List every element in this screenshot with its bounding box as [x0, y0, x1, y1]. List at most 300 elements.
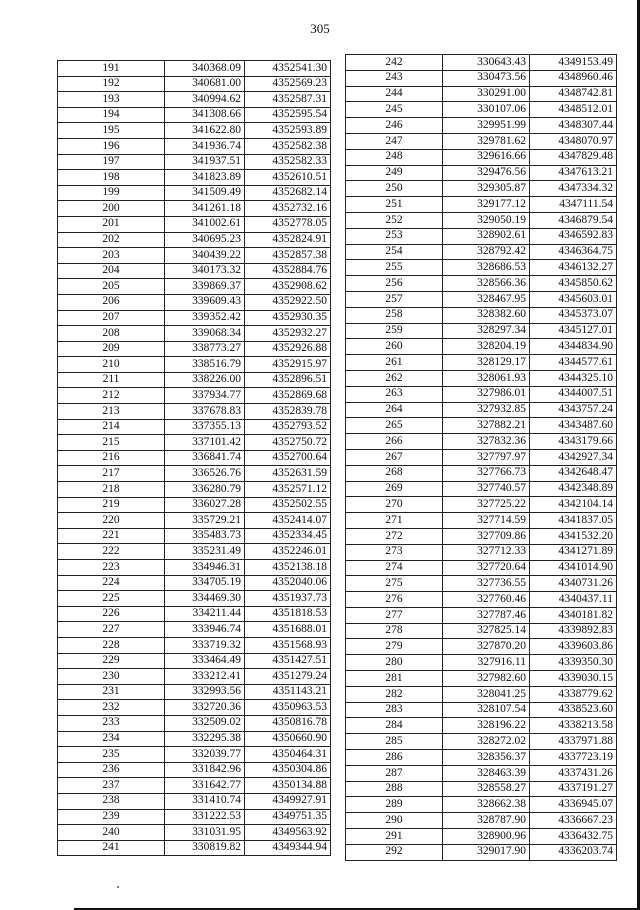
table-row [58, 92, 331, 108]
point-id-cell: 234 [58, 731, 165, 747]
y-coordinate-cell: 4337971.88 [530, 734, 617, 750]
y-coordinate-cell: 4350963.53 [245, 700, 331, 716]
coordinate-table-right [345, 54, 617, 861]
x-coordinate-cell: 335729.21 [165, 513, 245, 529]
x-coordinate-cell: 341308.66 [165, 107, 245, 123]
table-row [58, 637, 331, 653]
table-row [58, 809, 331, 825]
table-row [58, 762, 331, 778]
point-id-cell: 232 [58, 700, 165, 716]
point-id-cell: 284 [346, 718, 443, 734]
coordinate-table-left-body [58, 61, 331, 856]
table-row [346, 197, 617, 213]
point-id-cell: 195 [58, 123, 165, 139]
x-coordinate-cell: 334469.30 [165, 591, 245, 607]
x-coordinate-cell: 327787.46 [443, 607, 530, 623]
x-coordinate-cell: 327725.22 [443, 497, 530, 513]
y-coordinate-cell: 4352896.51 [245, 372, 331, 388]
table-row [58, 357, 331, 373]
table-row [346, 481, 617, 497]
table-row [58, 466, 331, 482]
table-row [58, 341, 331, 357]
point-id-cell: 276 [346, 592, 443, 608]
y-coordinate-cell: 4338213.58 [530, 718, 617, 734]
x-coordinate-cell: 341823.89 [165, 170, 245, 186]
table-row [346, 228, 617, 244]
point-id-cell: 290 [346, 813, 443, 829]
x-coordinate-cell: 340994.62 [165, 92, 245, 108]
x-coordinate-cell: 327712.33 [443, 544, 530, 560]
point-id-cell: 198 [58, 170, 165, 186]
y-coordinate-cell: 4348742.81 [530, 86, 617, 102]
y-coordinate-cell: 4341837.05 [530, 513, 617, 529]
x-coordinate-cell: 327720.64 [443, 560, 530, 576]
x-coordinate-cell: 333464.49 [165, 653, 245, 669]
y-coordinate-cell: 4343757.24 [530, 402, 617, 418]
point-id-cell: 222 [58, 544, 165, 560]
x-coordinate-cell: 337101.42 [165, 435, 245, 451]
y-coordinate-cell: 4347334.32 [530, 181, 617, 197]
point-id-cell: 233 [58, 715, 165, 731]
y-coordinate-cell: 4352932.27 [245, 326, 331, 342]
point-id-cell: 287 [346, 765, 443, 781]
point-id-cell: 246 [346, 118, 443, 134]
point-id-cell: 224 [58, 575, 165, 591]
x-coordinate-cell: 328297.34 [443, 323, 530, 339]
y-coordinate-cell: 4342927.34 [530, 449, 617, 465]
table-row [346, 765, 617, 781]
x-coordinate-cell: 330107.06 [443, 102, 530, 118]
y-coordinate-cell: 4352778.05 [245, 216, 331, 232]
x-coordinate-cell: 328204.19 [443, 339, 530, 355]
y-coordinate-cell: 4348512.01 [530, 102, 617, 118]
table-row [346, 102, 617, 118]
y-coordinate-cell: 4339030.15 [530, 671, 617, 687]
x-coordinate-cell: 328061.93 [443, 370, 530, 386]
y-coordinate-cell: 4340181.82 [530, 607, 617, 623]
y-coordinate-cell: 4352682.14 [245, 185, 331, 201]
point-id-cell: 281 [346, 671, 443, 687]
x-coordinate-cell: 334705.19 [165, 575, 245, 591]
x-coordinate-cell: 339609.43 [165, 294, 245, 310]
y-coordinate-cell: 4346132.27 [530, 260, 617, 276]
y-coordinate-cell: 4342648.47 [530, 465, 617, 481]
y-coordinate-cell: 4351427.51 [245, 653, 331, 669]
table-row [346, 607, 617, 623]
x-coordinate-cell: 332720.36 [165, 700, 245, 716]
point-id-cell: 253 [346, 228, 443, 244]
y-coordinate-cell: 4352869.68 [245, 388, 331, 404]
point-id-cell: 273 [346, 544, 443, 560]
x-coordinate-cell: 337678.83 [165, 404, 245, 420]
point-id-cell: 199 [58, 185, 165, 201]
x-coordinate-cell: 331031.95 [165, 825, 245, 841]
table-row [346, 355, 617, 371]
x-coordinate-cell: 329951.99 [443, 118, 530, 134]
x-coordinate-cell: 328196.22 [443, 718, 530, 734]
x-coordinate-cell: 332295.38 [165, 731, 245, 747]
x-coordinate-cell: 328356.37 [443, 750, 530, 766]
point-id-cell: 292 [346, 844, 443, 860]
point-id-cell: 251 [346, 197, 443, 213]
y-coordinate-cell: 4350134.88 [245, 778, 331, 794]
y-coordinate-cell: 4348070.97 [530, 133, 617, 149]
y-coordinate-cell: 4352414.07 [245, 513, 331, 529]
point-id-cell: 236 [58, 762, 165, 778]
x-coordinate-cell: 329017.90 [443, 844, 530, 860]
x-coordinate-cell: 336027.28 [165, 497, 245, 513]
table-row [58, 528, 331, 544]
x-coordinate-cell: 330291.00 [443, 86, 530, 102]
table-row [58, 606, 331, 622]
table-row [346, 671, 617, 687]
x-coordinate-cell: 331410.74 [165, 793, 245, 809]
y-coordinate-cell: 4339892.83 [530, 623, 617, 639]
point-id-cell: 217 [58, 466, 165, 482]
y-coordinate-cell: 4352595.54 [245, 107, 331, 123]
x-coordinate-cell: 332509.02 [165, 715, 245, 731]
point-id-cell: 264 [346, 402, 443, 418]
point-id-cell: 285 [346, 734, 443, 750]
point-id-cell: 229 [58, 653, 165, 669]
table-row [58, 76, 331, 92]
x-coordinate-cell: 328792.42 [443, 244, 530, 260]
page-number: 305 [310, 21, 330, 36]
point-id-cell: 266 [346, 434, 443, 450]
y-coordinate-cell: 4349563.92 [245, 825, 331, 841]
y-coordinate-cell: 4341271.89 [530, 544, 617, 560]
table-row [346, 655, 617, 671]
table-row [58, 201, 331, 217]
x-coordinate-cell: 341936.74 [165, 138, 245, 154]
y-coordinate-cell: 4352571.12 [245, 482, 331, 498]
point-id-cell: 204 [58, 263, 165, 279]
y-coordinate-cell: 4344325.10 [530, 370, 617, 386]
x-coordinate-cell: 328382.60 [443, 307, 530, 323]
y-coordinate-cell: 4352569.23 [245, 76, 331, 92]
y-coordinate-cell: 4336945.07 [530, 797, 617, 813]
x-coordinate-cell: 329177.12 [443, 197, 530, 213]
y-coordinate-cell: 4352732.16 [245, 201, 331, 217]
y-coordinate-cell: 4351143.21 [245, 684, 331, 700]
x-coordinate-cell: 333719.32 [165, 637, 245, 653]
x-coordinate-cell: 341622.80 [165, 123, 245, 139]
table-row [346, 323, 617, 339]
coordinate-table-right-body [346, 55, 617, 861]
x-coordinate-cell: 341261.18 [165, 201, 245, 217]
table-row [346, 576, 617, 592]
y-coordinate-cell: 4352908.62 [245, 279, 331, 295]
y-coordinate-cell: 4352593.89 [245, 123, 331, 139]
point-id-cell: 201 [58, 216, 165, 232]
point-id-cell: 263 [346, 386, 443, 402]
x-coordinate-cell: 327714.59 [443, 513, 530, 529]
point-id-cell: 231 [58, 684, 165, 700]
x-coordinate-cell: 329616.66 [443, 149, 530, 165]
table-row [58, 669, 331, 685]
y-coordinate-cell: 4352922.50 [245, 294, 331, 310]
point-id-cell: 193 [58, 92, 165, 108]
x-coordinate-cell: 328566.36 [443, 276, 530, 292]
y-coordinate-cell: 4349153.49 [530, 55, 617, 71]
x-coordinate-cell: 336841.74 [165, 450, 245, 466]
table-row [58, 154, 331, 170]
y-coordinate-cell: 4341532.20 [530, 528, 617, 544]
scan-speck [117, 886, 119, 888]
y-coordinate-cell: 4346364.75 [530, 244, 617, 260]
table-row [58, 310, 331, 326]
table-row [58, 825, 331, 841]
y-coordinate-cell: 4350304.86 [245, 762, 331, 778]
point-id-cell: 225 [58, 591, 165, 607]
table-row [346, 513, 617, 529]
x-coordinate-cell: 328467.95 [443, 291, 530, 307]
point-id-cell: 250 [346, 181, 443, 197]
y-coordinate-cell: 4352541.30 [245, 61, 331, 77]
point-id-cell: 240 [58, 825, 165, 841]
y-coordinate-cell: 4347111.54 [530, 197, 617, 213]
y-coordinate-cell: 4352334.45 [245, 528, 331, 544]
x-coordinate-cell: 333212.41 [165, 669, 245, 685]
x-coordinate-cell: 341509.49 [165, 185, 245, 201]
y-coordinate-cell: 4340731.26 [530, 576, 617, 592]
point-id-cell: 262 [346, 370, 443, 386]
x-coordinate-cell: 335231.49 [165, 544, 245, 560]
point-id-cell: 221 [58, 528, 165, 544]
y-coordinate-cell: 4339350.30 [530, 655, 617, 671]
table-row [346, 592, 617, 608]
table-row [346, 212, 617, 228]
point-id-cell: 237 [58, 778, 165, 794]
x-coordinate-cell: 332993.56 [165, 684, 245, 700]
y-coordinate-cell: 4343179.66 [530, 434, 617, 450]
y-coordinate-cell: 4352246.01 [245, 544, 331, 560]
table-row [58, 793, 331, 809]
point-id-cell: 289 [346, 797, 443, 813]
point-id-cell: 242 [346, 55, 443, 71]
table-row [346, 402, 617, 418]
x-coordinate-cell: 340681.00 [165, 76, 245, 92]
point-id-cell: 291 [346, 829, 443, 845]
point-id-cell: 269 [346, 481, 443, 497]
x-coordinate-cell: 340368.09 [165, 61, 245, 77]
point-id-cell: 200 [58, 201, 165, 217]
point-id-cell: 212 [58, 388, 165, 404]
y-coordinate-cell: 4352631.59 [245, 466, 331, 482]
x-coordinate-cell: 327797.97 [443, 449, 530, 465]
x-coordinate-cell: 328041.25 [443, 686, 530, 702]
y-coordinate-cell: 4352926.88 [245, 341, 331, 357]
point-id-cell: 230 [58, 669, 165, 685]
point-id-cell: 256 [346, 276, 443, 292]
y-coordinate-cell: 4350464.31 [245, 747, 331, 763]
table-row [346, 418, 617, 434]
table-row [346, 165, 617, 181]
point-id-cell: 260 [346, 339, 443, 355]
x-coordinate-cell: 328463.39 [443, 765, 530, 781]
y-coordinate-cell: 4351568.93 [245, 637, 331, 653]
y-coordinate-cell: 4337723.19 [530, 750, 617, 766]
table-row [58, 700, 331, 716]
point-id-cell: 268 [346, 465, 443, 481]
y-coordinate-cell: 4345127.01 [530, 323, 617, 339]
x-coordinate-cell: 327709.86 [443, 528, 530, 544]
x-coordinate-cell: 331842.96 [165, 762, 245, 778]
x-coordinate-cell: 339869.37 [165, 279, 245, 295]
point-id-cell: 261 [346, 355, 443, 371]
y-coordinate-cell: 4352839.78 [245, 404, 331, 420]
y-coordinate-cell: 4350660.90 [245, 731, 331, 747]
point-id-cell: 227 [58, 622, 165, 638]
point-id-cell: 210 [58, 357, 165, 373]
table-row [346, 465, 617, 481]
table-row [346, 133, 617, 149]
y-coordinate-cell: 4348960.46 [530, 70, 617, 86]
y-coordinate-cell: 4351688.01 [245, 622, 331, 638]
point-id-cell: 286 [346, 750, 443, 766]
table-row [346, 497, 617, 513]
y-coordinate-cell: 4349344.94 [245, 840, 331, 856]
table-row [346, 734, 617, 750]
x-coordinate-cell: 335483.73 [165, 528, 245, 544]
y-coordinate-cell: 4342104.14 [530, 497, 617, 513]
x-coordinate-cell: 328272.02 [443, 734, 530, 750]
point-id-cell: 197 [58, 154, 165, 170]
point-id-cell: 215 [58, 435, 165, 451]
x-coordinate-cell: 341937.51 [165, 154, 245, 170]
x-coordinate-cell: 330819.82 [165, 840, 245, 856]
table-row [346, 544, 617, 560]
x-coordinate-cell: 331222.53 [165, 809, 245, 825]
point-id-cell: 244 [346, 86, 443, 102]
x-coordinate-cell: 327825.14 [443, 623, 530, 639]
table-row [58, 279, 331, 295]
x-coordinate-cell: 337934.77 [165, 388, 245, 404]
table-row [58, 404, 331, 420]
table-row [346, 386, 617, 402]
table-row [346, 86, 617, 102]
table-row [58, 294, 331, 310]
y-coordinate-cell: 4352930.35 [245, 310, 331, 326]
table-row [346, 55, 617, 71]
table-row [346, 844, 617, 860]
y-coordinate-cell: 4338779.62 [530, 686, 617, 702]
x-coordinate-cell: 329050.19 [443, 212, 530, 228]
y-coordinate-cell: 4347829.48 [530, 149, 617, 165]
table-row [58, 107, 331, 123]
table-row [346, 686, 617, 702]
point-id-cell: 259 [346, 323, 443, 339]
table-row [58, 263, 331, 279]
table-row [346, 781, 617, 797]
point-id-cell: 280 [346, 655, 443, 671]
table-row [346, 149, 617, 165]
x-coordinate-cell: 334946.31 [165, 560, 245, 576]
y-coordinate-cell: 4352824.91 [245, 232, 331, 248]
point-id-cell: 274 [346, 560, 443, 576]
point-id-cell: 279 [346, 639, 443, 655]
y-coordinate-cell: 4352610.51 [245, 170, 331, 186]
x-coordinate-cell: 340173.32 [165, 263, 245, 279]
table-row [58, 840, 331, 856]
y-coordinate-cell: 4352915.97 [245, 357, 331, 373]
y-coordinate-cell: 4352502.55 [245, 497, 331, 513]
y-coordinate-cell: 4336667.23 [530, 813, 617, 829]
table-row [346, 639, 617, 655]
table-row [58, 388, 331, 404]
x-coordinate-cell: 337355.13 [165, 419, 245, 435]
point-id-cell: 288 [346, 781, 443, 797]
table-row [346, 449, 617, 465]
y-coordinate-cell: 4345603.01 [530, 291, 617, 307]
point-id-cell: 258 [346, 307, 443, 323]
x-coordinate-cell: 339352.42 [165, 310, 245, 326]
table-row [58, 482, 331, 498]
y-coordinate-cell: 4348307.44 [530, 118, 617, 134]
x-coordinate-cell: 329305.87 [443, 181, 530, 197]
y-coordinate-cell: 4344007.51 [530, 386, 617, 402]
point-id-cell: 216 [58, 450, 165, 466]
table-row [58, 248, 331, 264]
y-coordinate-cell: 4351279.24 [245, 669, 331, 685]
table-row [58, 731, 331, 747]
y-coordinate-cell: 4336432.75 [530, 829, 617, 845]
y-coordinate-cell: 4352587.31 [245, 92, 331, 108]
point-id-cell: 228 [58, 637, 165, 653]
table-row [346, 797, 617, 813]
y-coordinate-cell: 4339603.86 [530, 639, 617, 655]
y-coordinate-cell: 4349751.35 [245, 809, 331, 825]
y-coordinate-cell: 4352793.52 [245, 419, 331, 435]
y-coordinate-cell: 4347613.21 [530, 165, 617, 181]
table-row [58, 435, 331, 451]
y-coordinate-cell: 4336203.74 [530, 844, 617, 860]
point-id-cell: 247 [346, 133, 443, 149]
table-row [58, 560, 331, 576]
table-row [58, 138, 331, 154]
x-coordinate-cell: 333946.74 [165, 622, 245, 638]
x-coordinate-cell: 328686.53 [443, 260, 530, 276]
y-coordinate-cell: 4352884.76 [245, 263, 331, 279]
y-coordinate-cell: 4344577.61 [530, 355, 617, 371]
point-id-cell: 254 [346, 244, 443, 260]
x-coordinate-cell: 329476.56 [443, 165, 530, 181]
table-row [346, 291, 617, 307]
x-coordinate-cell: 336280.79 [165, 482, 245, 498]
point-id-cell: 249 [346, 165, 443, 181]
table-row [346, 118, 617, 134]
y-coordinate-cell: 4350816.78 [245, 715, 331, 731]
point-id-cell: 238 [58, 793, 165, 809]
point-id-cell: 208 [58, 326, 165, 342]
table-row [58, 232, 331, 248]
y-coordinate-cell: 4351818.53 [245, 606, 331, 622]
y-coordinate-cell: 4345850.62 [530, 276, 617, 292]
y-coordinate-cell: 4352582.33 [245, 154, 331, 170]
x-coordinate-cell: 340439.22 [165, 248, 245, 264]
table-row [58, 372, 331, 388]
point-id-cell: 243 [346, 70, 443, 86]
x-coordinate-cell: 338516.79 [165, 357, 245, 373]
table-row [58, 684, 331, 700]
table-row [58, 123, 331, 139]
point-id-cell: 248 [346, 149, 443, 165]
x-coordinate-cell: 330643.43 [443, 55, 530, 71]
x-coordinate-cell: 341002.61 [165, 216, 245, 232]
y-coordinate-cell: 4352857.38 [245, 248, 331, 264]
table-row [58, 216, 331, 232]
y-coordinate-cell: 4352138.18 [245, 560, 331, 576]
